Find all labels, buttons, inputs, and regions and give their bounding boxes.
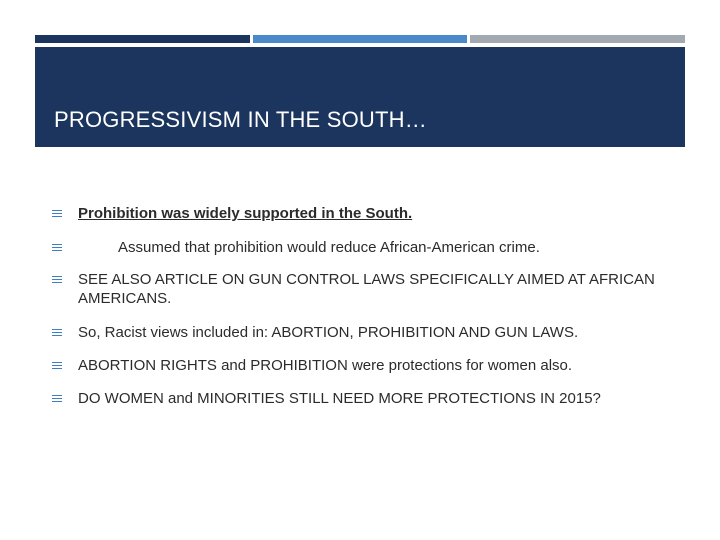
three-line-bullet-icon [52,276,62,283]
bullet-text: DO WOMEN and MINORITIES STILL NEED MORE PROTECTIONS IN 2015? [78,390,601,407]
bullet-item [52,204,692,223]
bullet-text: Prohibition was widely supported in the South. [78,205,413,222]
bullet-item [52,323,692,342]
bullet-list [52,204,692,408]
slide-title: PROGRESSIVISM IN THE SOUTH… [54,107,427,132]
three-line-bullet-icon [52,329,62,336]
bullet-text: SEE ALSO ARTICLE ON GUN CONTROL LAWS SPECIFICALLY AIMED AT AFRICAN AMERICANS. [78,271,655,307]
accent-bar-gray [470,35,685,43]
three-line-bullet-icon [52,244,62,251]
three-line-bullet-icon [52,362,62,369]
bullet-item [52,270,692,308]
three-line-bullet-icon [52,210,62,217]
bullet-text: Assumed that prohibition would reduce African-American crime. [118,239,540,256]
accent-bar-blue [253,35,467,43]
three-line-bullet-icon [52,395,62,402]
accent-bar-dark [35,35,250,43]
bullet-text: So, Racist views included in: ABORTION, PROHIBITION AND GUN LAWS. [78,324,579,341]
bullet-text: ABORTION RIGHTS and PROHIBITION were protections for women also. [78,357,573,374]
bullet-item [52,238,692,257]
bullet-item [52,356,692,375]
bullet-item [52,389,692,408]
title-band [35,47,685,147]
